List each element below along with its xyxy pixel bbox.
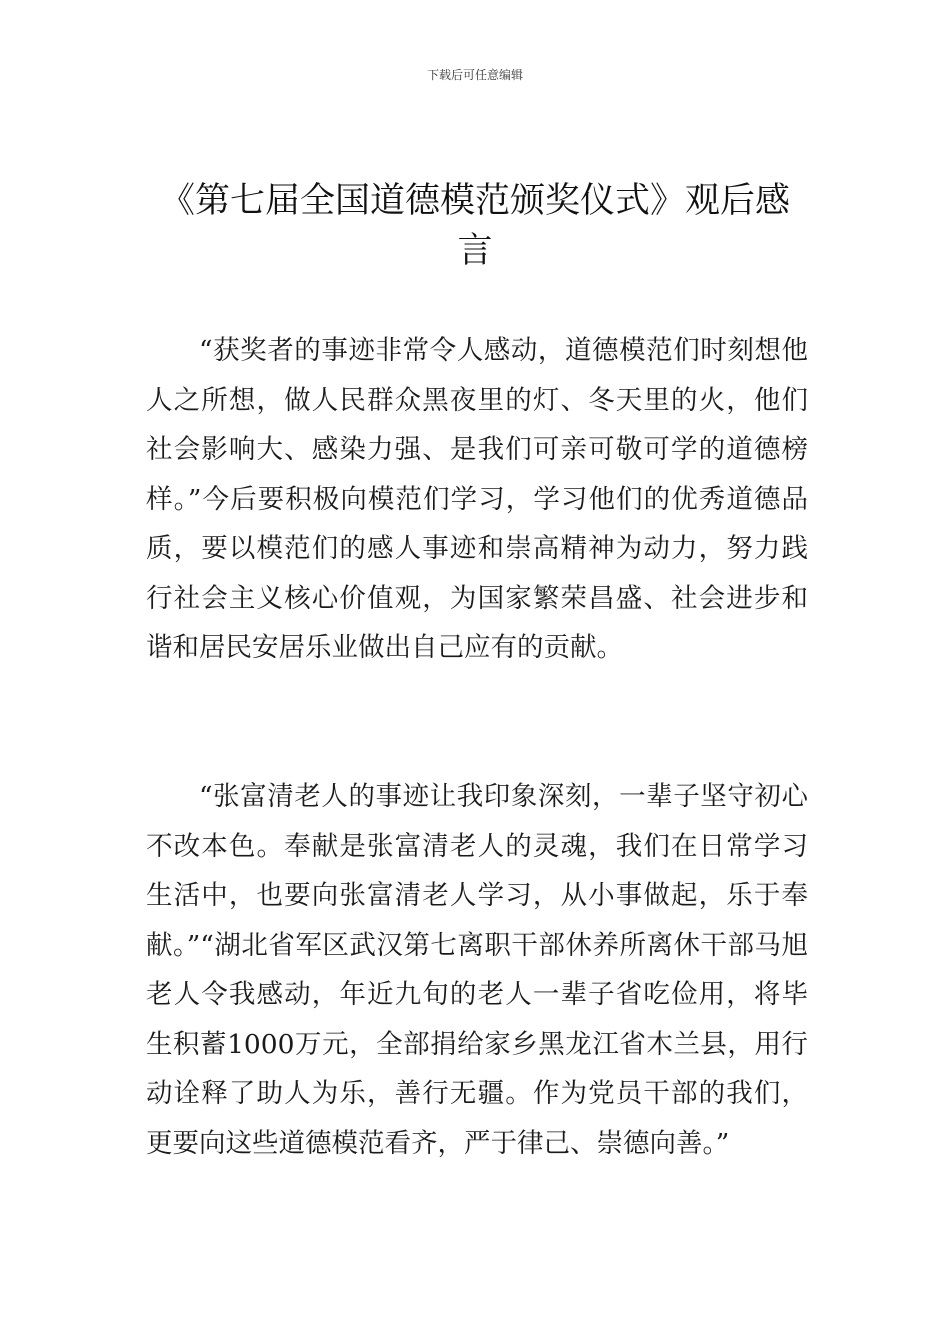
paragraph-2: “张富清老人的事迹让我印象深刻，一辈子坚守初心不改本色。奉献是张富清老人的灵魂，我们在日常学习生活中，也要向张富清老人学习，从小事做起，乐于奉献。”“湖北省军区武汉第七离职干部休养所离休干部马旭老人令我感动，年近九旬的老人一辈子省吃俭用，将毕生积蓄1000万元，全部捐给家乡黑龙江省木兰县，用行动诠释了助人为乐，善行无疆。作为党员干部的我们，更要向这些道德模范看齐，严于律己、崇德向善。” bbox=[146, 781, 808, 1159]
document-title: 《第七届全国道德模范颁奖仪式》观后感言 bbox=[159, 181, 790, 271]
paragraph-1: “获奖者的事迹非常令人感动，道德模范们时刻想他人之所想，做人民群众黑夜里的灯、冬天里的火，他们社会影响大、感染力强、是我们可亲可敬可学的道德榜样。”今后要积极向模范们学习，学习他们的优秀道德品质，要以模范们的感人事迹和崇高精神为动力，努力践行社会主义核心价值观，为国家繁荣昌盛、社会进步和谐和居民安居乐业做出自己应有的贡献。 bbox=[146, 335, 808, 663]
header-note: 下载后可任意编辑 bbox=[426, 68, 523, 82]
